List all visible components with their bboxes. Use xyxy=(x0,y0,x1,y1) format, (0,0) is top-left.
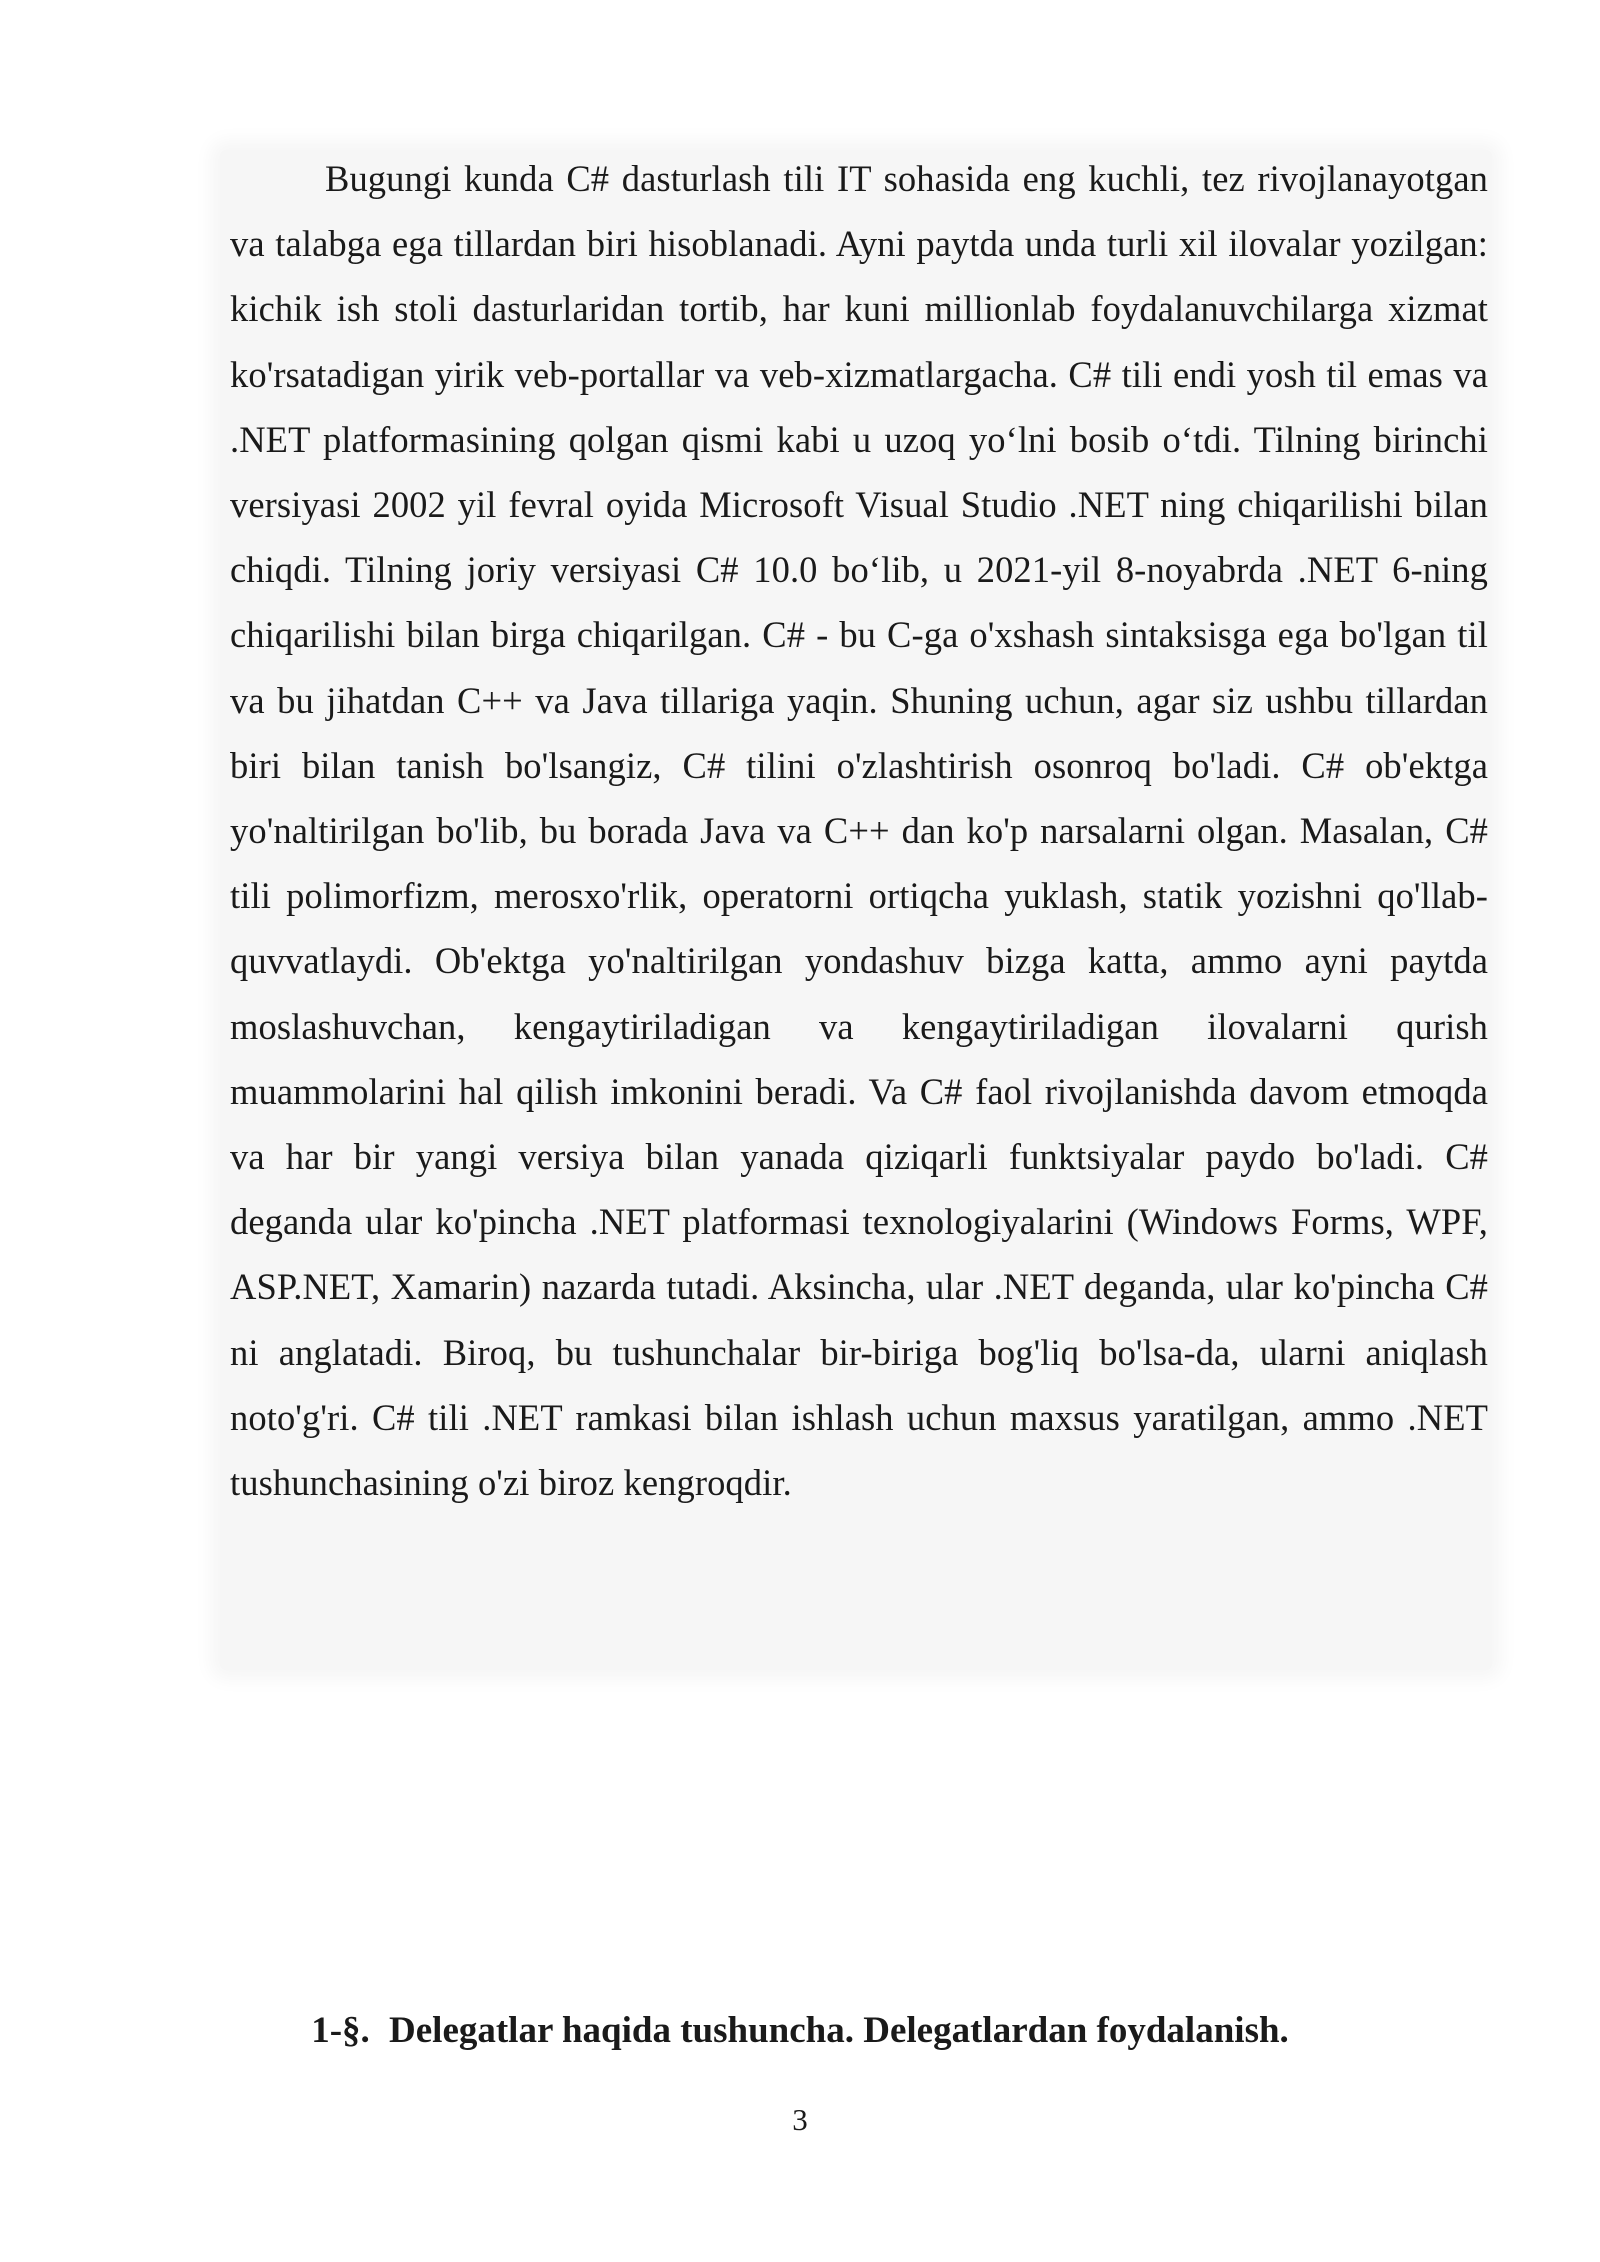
page-number: 3 xyxy=(792,2102,808,2137)
section-heading xyxy=(0,2006,1600,2056)
section-title: Delegatlar haqida tushuncha. Delegatlardan foydalanish. xyxy=(389,2010,1289,2051)
body-paragraph: Bugungi kunda C# dasturlash tili IT sohasida eng kuchli, tez rivojlanayotgan va talabga ega tillardan biri hisoblanadi. Ayni paytda unda turli xil ilovalar yozilgan: kichik ish stoli dasturlaridan tortib, har kuni millionlab foydalanuvchilarga xizmat ko'rsatadigan yirik veb-portallar va veb-xizmatlargacha. C# tili endi yosh til emas va .NET platformasining qolgan qismi kabi u uzoq yo‘lni bosib o‘tdi. Tilning birinchi versiyasi 2002 yil fevral oyida Microsoft Visual Studio .NET ning chiqarilishi bilan chiqdi. Tilning joriy versiyasi C# 10.0 bo‘lib, u 2021-yil 8-noyabrda .NET 6-ning chiqarilishi bilan birga chiqarilgan. C# - bu C-ga o'xshash sintaksisga ega bo'lgan til va bu jihatdan C++ va Java tillariga yaqin. Shuning uchun, agar siz ushbu tillardan biri bilan tanish bo'lsangiz, C# tilini o'zlashtirish osonroq bo'ladi. C# ob'ektga yo'naltirilgan bo'lib, bu borada Java va C++ dan ko'p narsalarni olgan. Masalan, C# tili polimorfizm, merosxo'rlik, operatorni ortiqcha yuklash, statik yozishni qo'llab-quvvatlaydi. Ob'ektga yo'naltirilgan yondashuv bizga katta, ammo ayni paytda moslashuvchan, kengaytiriladigan va kengaytiriladigan ilovalarni qurish muammolarini hal qilish imkonini beradi. Va C# faol rivojlanishda davom etmoqda va har bir yangi versiya bilan yanada qiziqarli funktsiyalar paydo bo'ladi. C# deganda ular ko'pincha .NET platformasi texnologiyalarini (Windows Forms, WPF, ASP.NET, Xamarin) nazarda tutadi. Aksincha, ular .NET deganda, ular ko'pincha C# ni anglatadi. Biroq, bu tushunchalar bir-biriga bog'liq bo'lsa-da, ularni aniqlash noto'g'ri. C# tili .NET ramkasi bilan ishlash uchun maxsus yaratilgan, ammo .NET tushunchasining o'zi biroz kengroqdir. xyxy=(230,158,1488,1504)
section-number: 1-§. xyxy=(311,2010,370,2051)
